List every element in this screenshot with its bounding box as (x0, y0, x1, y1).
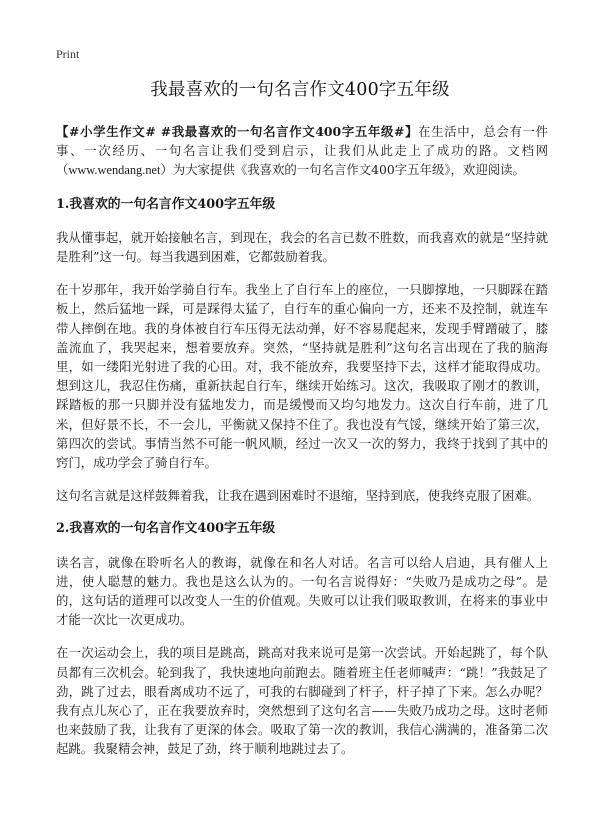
page-title: 我最喜欢的一句名言作文400字五年级 (150, 80, 450, 100)
section-2-paragraph-2: 在一次运动会上，我的项目是跳高，跳高对我来说可是第一次尝试。开始起跳了，每个队员都有三次机会。轮到我了，我快速地向前跑去。随着班主任老师喊声：“跳！”我鼓足了劲，跳了过去，眼看离成功不远了，可我的右脚碰到了杆子，杆子掉了下来。怎么办呢？我有点儿灰心了，正在我要放弃时，突然想到了这句名言——失败乃成功之母。这时老师也来鼓励了我，让我有了更深的体会。吸取了第一次的教训，我信心满满的，准备第二次起跳。我聚精会神，鼓足了劲，终于顺利地跳过去了。 (56, 645, 548, 757)
section-1-paragraph-1: 我从懂事起，就开始接触名言，到现在，我会的名言已数不胜数，而我喜欢的就是“坚持就是胜利”这一句。每当我遇到困难，它都鼓励着我。 (56, 229, 548, 265)
source-url: www.wendang.net (68, 163, 161, 178)
intro-tag: 【#小学生作文# #我最喜欢的一句名言作文400字五年级#】 (56, 124, 419, 139)
intro-text: 在生活中，总会有一件事、一次经历、一句名言让我们受到启示，让我们从此走上了成功的路。文档网（ (56, 124, 548, 178)
section-1-paragraph-3: 这句名言就是这样鼓舞着我，让我在遇到困难时不退缩，坚持到底，使我终克服了困难。 (56, 488, 540, 504)
section-heading-1: 1.我喜欢的一句名言作文400字五年级 (56, 196, 276, 212)
section-heading-2: 2.我喜欢的一句名言作文400字五年级 (56, 521, 276, 537)
section-1-paragraph-2: 在十岁那年，我开始学骑自行车。我坐上了自行车上的座位，一只脚撑地，一只脚踩在踏板上，然后猛地一踩，可是踩得太猛了，自行车的重心偏向一方，还来不及控制，就连车带人摔倒在地。我的身体被自行车压得无法动弹，好不容易爬起来，发现手臂蹭破了，膝盖流血了，我哭起来，想着要放弃。突然，“坚持就是胜利”这句名言出现在了我的脑海里，如一缕阳光射进了我的心田。对，我不能放弃，我要坚持下去，这样才能取得成功。想到这儿，我忍住伤痛，重新扶起自行车，继续开始练习。这次，我吸取了刚才的教训，踩踏板的那一只脚并没有猛地发力，而是缓慢而又均匀地发力。这次自行车前，进了几米，但好景不长，不一会儿，平衡就又保持不住了。我也没有气馁，继续开始了第三次，第四次的尝试。事情当然不可能一帆风顺，经过一次又一次的努力，我终于找到了其中的窍门，成功学会了骑自行车。 (56, 282, 548, 471)
print-link[interactable]: Print (56, 47, 80, 61)
intro-text-end: ）为大家提供《我喜欢的一句名言作文400字五年级》，欢迎阅读。 (160, 162, 525, 178)
intro-paragraph (56, 122, 548, 181)
article-body (56, 122, 548, 773)
section-2-paragraph-1: 读名言，就像在聆听名人的教诲，就像在和名人对话。名言可以给人启迪，具有催人上进，使人聪慧的魅力。我也是这么认为的。一句名言说得好：“失败乃是成功之母”。是的，这句话的道理可以改变人一生的价值观。失败可以让我们吸取教训，在将来的事业中才能一次比一次更成功。 (56, 554, 548, 628)
